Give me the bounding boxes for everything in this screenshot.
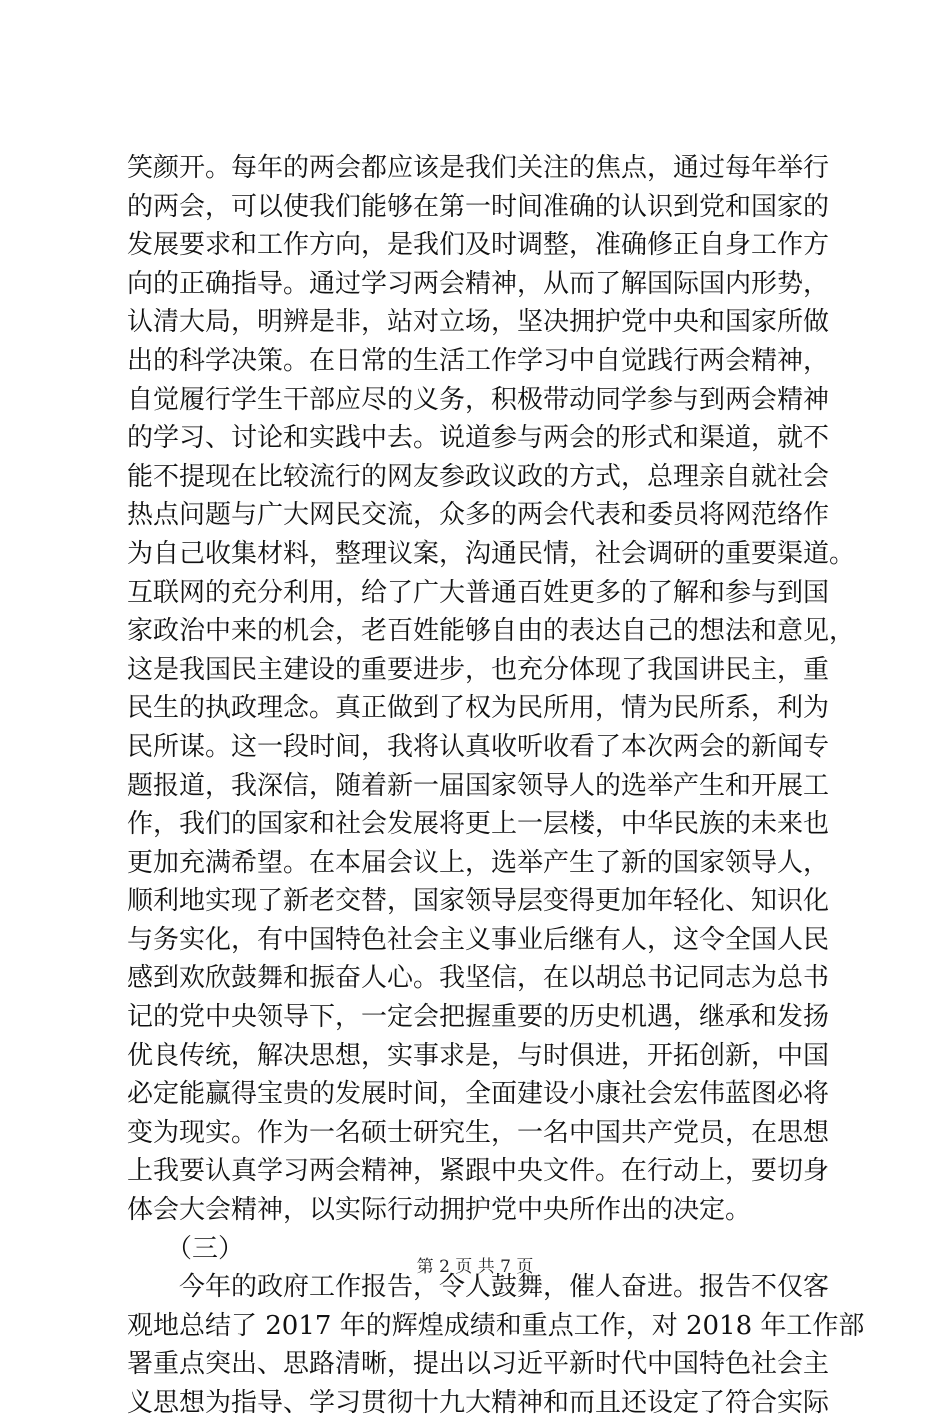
page-footer: 第 2 页 共 7 页 xyxy=(416,1257,534,1277)
text-line: 能不提现在比较流行的网友参政议政的方式，总理亲自就社会 xyxy=(127,461,830,492)
text-line: （三） xyxy=(127,1233,245,1264)
text-line: 体会大会精神，以实际行动拥护党中央所作出的决定。 xyxy=(127,1195,752,1226)
body-text xyxy=(127,149,865,1423)
text-line: 署重点突出、思路清晰，提出以习近平新时代中国特色社会主 xyxy=(127,1349,830,1380)
text-line: 向的正确指导。通过学习两会精神，从而了解国际国内形势， xyxy=(127,268,830,299)
text-line: 变为现实。作为一名硕士研究生，一名中国共产党员，在思想 xyxy=(127,1117,830,1148)
text-line: 上我要认真学习两会精神，紧跟中央文件。在行动上，要切身 xyxy=(127,1156,830,1187)
text-line: 作，我们的国家和社会发展将更上一层楼，中华民族的未来也 xyxy=(127,809,830,840)
text-line: 自觉履行学生干部应尽的义务，积极带动同学参与到两会精神 xyxy=(127,384,830,415)
text-line: 民所谋。这一段时间，我将认真收听收看了本次两会的新闻专 xyxy=(127,731,830,762)
text-line: 观地总结了 2017 年的辉煌成绩和重点工作，对 2018 年工作部 xyxy=(127,1310,865,1341)
text-line: 今年的政府工作报告，令人鼓舞，催人奋进。报告不仅客 xyxy=(127,1272,830,1303)
text-line: 热点问题与广大网民交流，众多的两会代表和委员将网范络作 xyxy=(127,500,830,531)
text-line: 优良传统，解决思想，实事求是，与时俱进，开拓创新，中国 xyxy=(127,1040,830,1071)
text-line: 更加充满希望。在本届会议上，选举产生了新的国家领导人， xyxy=(127,847,830,878)
text-line: 题报道，我深信，随着新一届国家领导人的选举产生和开展工 xyxy=(127,770,830,801)
text-line: 义思想为指导、学习贯彻十九大精神和而且还设定了符合实际 xyxy=(127,1388,830,1418)
text-line: 认清大局，明辨是非，站对立场，坚决拥护党中央和国家所做 xyxy=(127,307,830,338)
text-line: 出的科学决策。在日常的生活工作学习中自觉践行两会精神， xyxy=(127,345,830,376)
text-line: 这是我国民主建设的重要进步，也充分体现了我国讲民主，重 xyxy=(127,654,830,685)
text-line: 为自己收集材料，整理议案，沟通民情，社会调研的重要渠道。 xyxy=(127,538,856,569)
text-line: 笑颜开。每年的两会都应该是我们关注的焦点，通过每年举行 xyxy=(127,153,830,183)
text-line: 记的党中央领导下，一定会把握重要的历史机遇，继承和发扬 xyxy=(127,1002,830,1033)
text-line: 家政治中来的机会，老百姓能够自由的表达自己的想法和意见， xyxy=(127,616,856,647)
text-line: 互联网的充分利用，给了广大普通百姓更多的了解和参与到国 xyxy=(127,577,830,608)
text-line: 顺利地实现了新老交替，国家领导层变得更加年轻化、知识化 xyxy=(127,886,830,917)
text-line: 必定能赢得宝贵的发展时间，全面建设小康社会宏伟蓝图必将 xyxy=(127,1079,830,1110)
text-line: 发展要求和工作方向，是我们及时调整，准确修正自身工作方 xyxy=(127,230,830,261)
text-line: 的学习、讨论和实践中去。说道参与两会的形式和渠道，就不 xyxy=(127,423,830,454)
text-line: 感到欢欣鼓舞和振奋人心。我坚信，在以胡总书记同志为总书 xyxy=(127,963,830,994)
text-line: 的两会，可以使我们能够在第一时间准确的认识到党和国家的 xyxy=(127,191,830,222)
text-line: 民生的执政理念。真正做到了权为民所用，情为民所系，利为 xyxy=(127,693,830,724)
text-line: 与务实化，有中国特色社会主义事业后继有人，这令全国人民 xyxy=(127,924,830,955)
